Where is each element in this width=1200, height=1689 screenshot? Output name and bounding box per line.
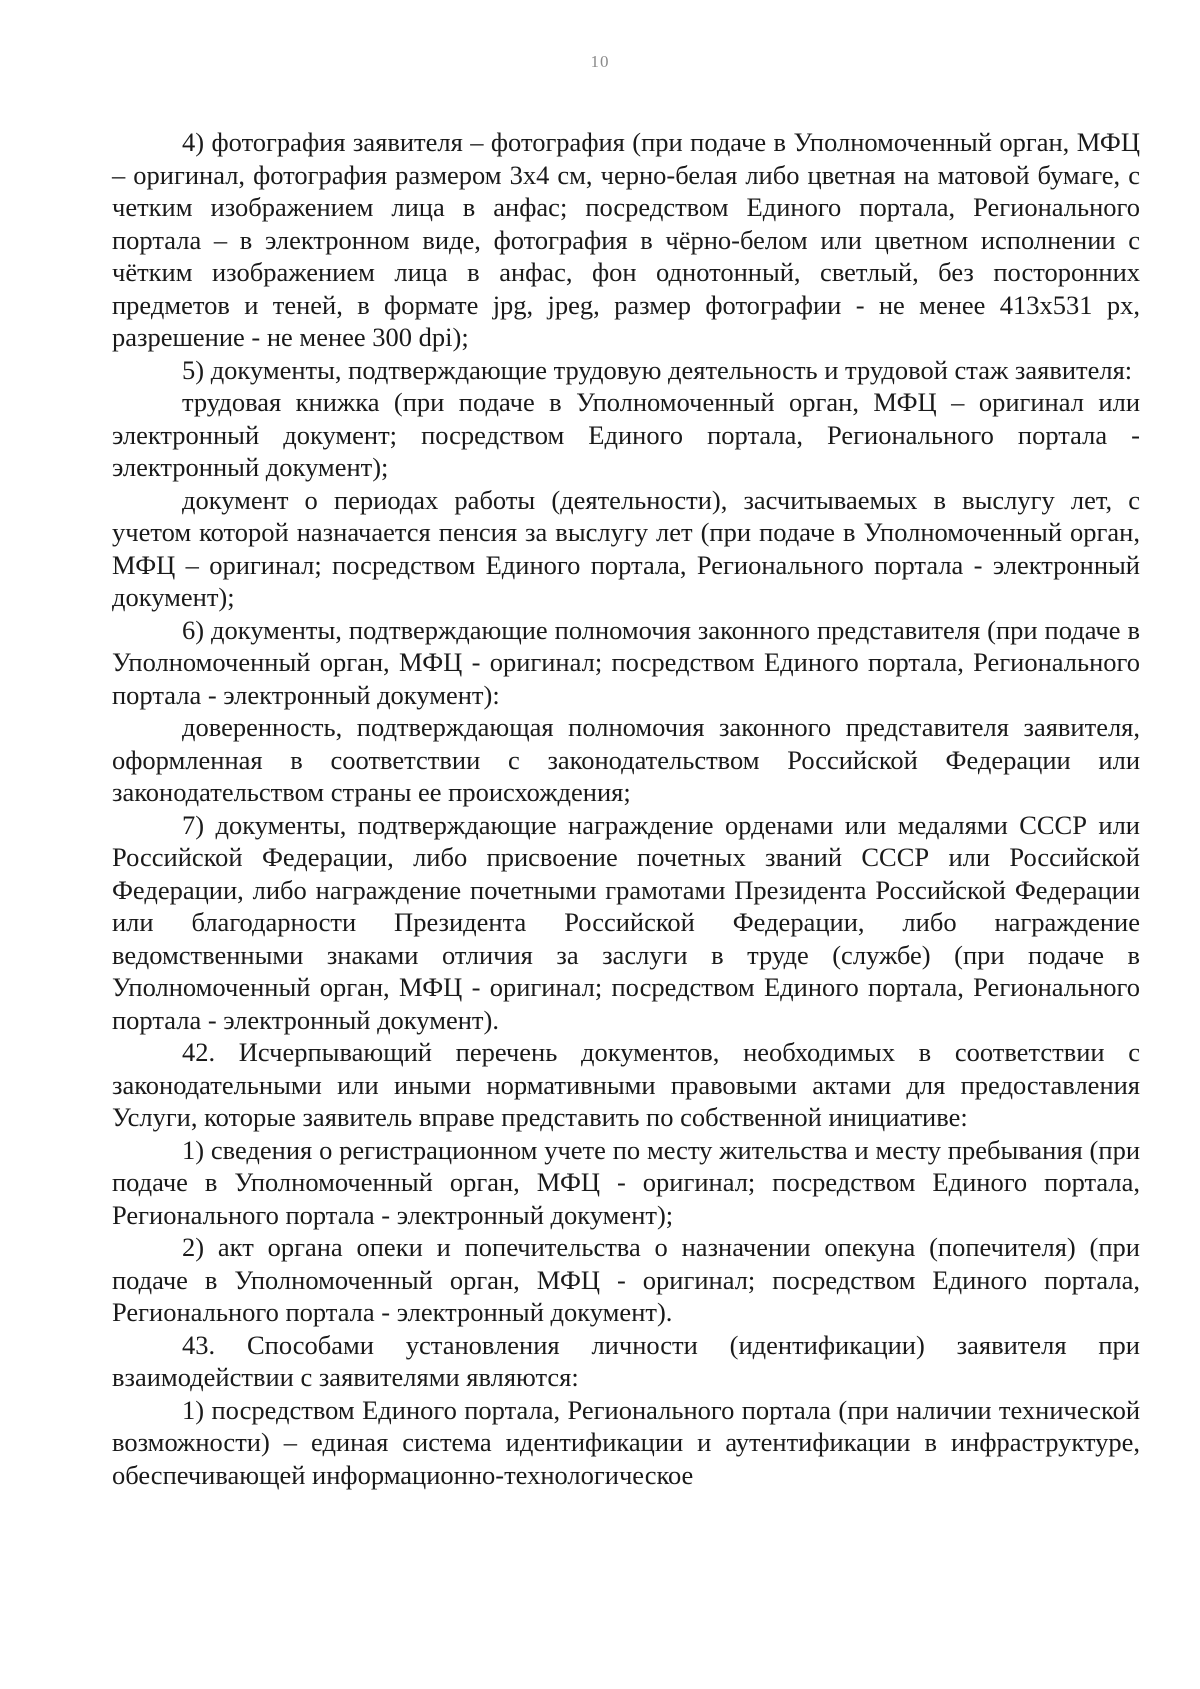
paragraph-work-record-book: трудовая книжка (при подаче в Уполномоченный орган, МФЦ – оригинал или электронный документ; посредством Единого портала, Регионального портала - электронный документ);: [112, 387, 1140, 482]
page-number: 10: [590, 52, 610, 71]
paragraph-section-43-item-1: 1) посредством Единого портала, Регионального портала (при наличии технической возможности) – единая система идентификации и аутентификации в инфраструктуре, обеспечивающей информационно-технологическое: [112, 1394, 1140, 1490]
paragraph-section-42-item-1: 1) сведения о регистрационном учете по месту жительства и месту пребывания (при подаче в Уполномоченный орган, МФЦ - оригинал; посредством Единого портала, Регионального портала - электронный документ);: [112, 1134, 1140, 1230]
paragraph-item-6-representative-documents: 6) документы, подтверждающие полномочия законного представителя (при подаче в Уполномоченный орган, МФЦ - оригинал; посредством Единого портала, Регионального портала - электронный документ):: [112, 614, 1140, 710]
paragraph-section-42-item-2: 2) акт органа опеки и попечительства о назначении опекуна (попечителя) (при подаче в Уполномоченный орган, МФЦ - оригинал; посредством Единого портала, Регионального портала - электронный документ).: [112, 1232, 1140, 1327]
paragraph-item-5-work-documents: 5) документы, подтверждающие трудовую деятельность и трудовой стаж заявителя:: [182, 354, 1133, 385]
paragraph-item-7-awards: 7) документы, подтверждающие награждение орденами или медалями СССР или Российской Федерации, либо присвоение почетных званий СССР или Российской Федерации, либо награждение почетными грамотами Президента Российской Федерации или благодарности Президента Российской Федерации, либо награждение ведомственными знаками отличия за заслуги в труде (службе) (при подаче в Уполномоченный орган, МФЦ - оригинал; посредством Единого портала, Регионального портала - электронный документ).: [112, 809, 1140, 1035]
paragraph-section-42: 42. Исчерпывающий перечень документов, необходимых в соответствии с законодательными или иными нормативными правовыми актами для предоставления Услуги, которые заявитель вправе представить по собственной инициативе:: [112, 1037, 1140, 1132]
document-body: [112, 126, 1140, 1491]
paragraph-power-of-attorney: доверенность, подтверждающая полномочия законного представителя заявителя, оформленная в соответствии с законодательством Российской Федерации или законодательством страны ее происхождения;: [112, 712, 1140, 807]
paragraph-section-43: 43. Способами установления личности (идентификации) заявителя при взаимодействии с заявителями являются:: [112, 1329, 1140, 1392]
paragraph-work-periods-document: документ о периодах работы (деятельности), засчитываемых в выслугу лет, с учетом которой назначается пенсия за выслугу лет (при подаче в Уполномоченный орган, МФЦ – оригинал; посредством Единого портала, Регионального портала - электронный документ);: [112, 484, 1140, 612]
paragraph-item-4-photo: 4) фотография заявителя – фотография (при подаче в Уполномоченный орган, МФЦ – оригинал, фотография размером 3х4 см, черно-белая либо цветная на матовой бумаге, с четким изображением лица в анфас; посредством Единого портала, Регионального портала – в электронном виде, фотография в чёрно-белом или цветном исполнении с чётким изображением лица в анфас, фон однотонный, светлый, без посторонних предметов и теней, в формате jpg, jpeg, размер фотографии - не менее 413х531 px, разрешение - не менее 300 dpi);: [112, 127, 1140, 352]
